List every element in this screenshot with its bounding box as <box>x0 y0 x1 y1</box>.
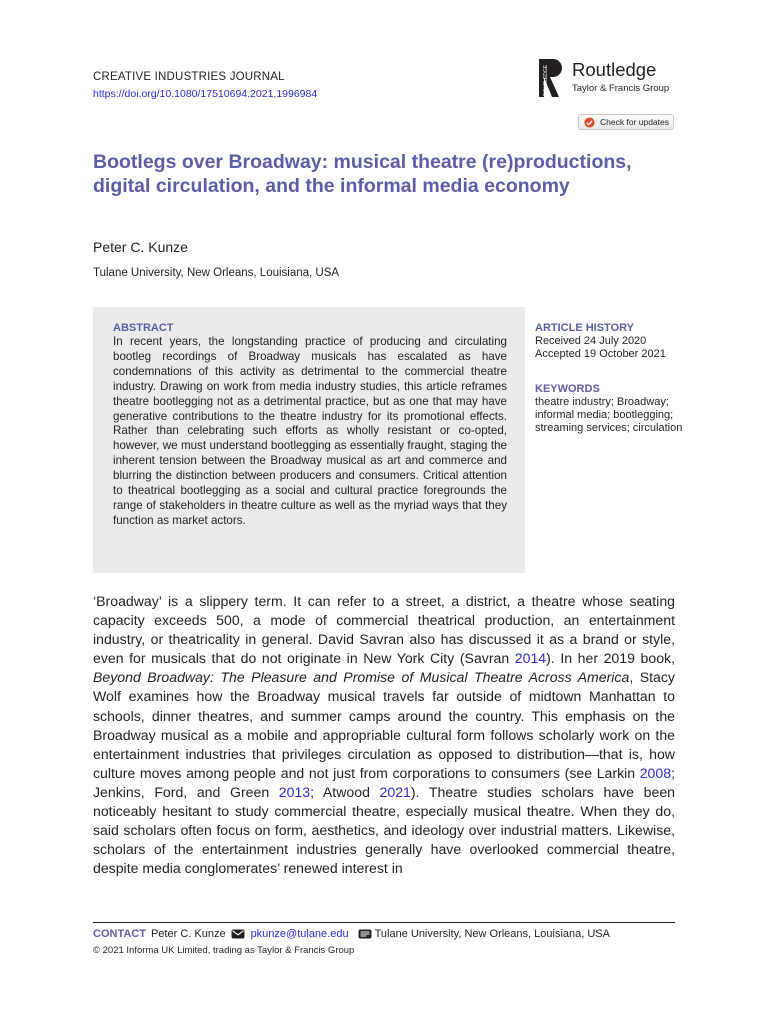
article-history-heading: ARTICLE HISTORY <box>535 322 635 334</box>
abstract-box <box>93 307 525 573</box>
copyright-notice: © 2021 Informa UK Limited, trading as Taylor & Francis Group <box>93 945 355 956</box>
routledge-logo-icon <box>536 58 566 98</box>
received-date: Received 24 July 2020 <box>535 335 647 347</box>
publisher-logo <box>536 58 686 98</box>
journal-name: CREATIVE INDUSTRIES JOURNAL <box>93 71 285 83</box>
author-name: Peter C. Kunze <box>93 239 188 255</box>
address-icon <box>358 929 372 939</box>
contact-affiliation: Tulane University, New Orleans, Louisiana, USA <box>374 928 610 940</box>
book-title: Beyond Broadway: The Pleasure and Promise of Musical Theatre Across America <box>93 669 630 686</box>
publisher-name: Routledge <box>572 59 657 80</box>
accepted-date: Accepted 19 October 2021 <box>535 348 666 360</box>
article-history <box>535 322 685 361</box>
doi-link[interactable]: https://doi.org/10.1080/17510694.2021.1996984 <box>93 88 318 100</box>
contact-label: CONTACT <box>93 928 146 940</box>
abstract-heading: ABSTRACT <box>113 322 174 334</box>
check-for-updates-label: Check for updates <box>600 117 669 127</box>
citation-link[interactable]: 2008 <box>639 764 672 781</box>
abstract-text: In recent years, the longstanding practice of producing and circulating bootleg recordings of Broadway musicals has escalated as have condemnations of this activity as detrimental to the commercial theatre industry. Drawing on work from media industry studies, this article reframes theatre bootlegging not as a detrimental practice, but as one that may have generative contributions to the theatre industry for its promotional effects. Rather than celebrating such efforts as wholly resistant or co-opted, however, we must understand bootlegging as essentially fraught, staging the inherent tension between the Broadway musical as art and commerce and blurring the distinction between producers and consumers. Critical attention to theatrical bootlegging as a social and cultural practice foregrounds the range of stakeholders in theatre culture as well as the myriad ways that they function as market actors. <box>113 335 507 527</box>
article-title: Bootlegs over Broadway: musical theatre (re)productions, digital circulation, and the informal media economy <box>93 151 632 197</box>
contact-name: Peter C. Kunze <box>150 928 226 940</box>
body-paragraph: ‘Broadway’ is a slippery term. It can refer to a street, a district, a theatre whose seating capacity exceeds 500, a mode of commercial theatrical production, an entertainment industry, or theatricality in general. David Savran also has discussed it as a brand or style, even for musicals that do not originate in New York City (Savran 2014). In her 2019 book, Beyond Broadway: The Pleasure and Promise of Musical Theatre Across America, Stacy Wolf examines how the Broadway musical travels far outside of midtown Manhattan to schools, dinner theatres, and summer camps around the country. This emphasis on the Broadway musical as a mobile and appropriable cultural form follows scholarly work on the entertainment industries that privileges circulation as opposed to distribution—that is, how culture moves among people and not just from corporations to consumers (see Larkin 2008; Jenkins, Ford, and Green 2013; Atwood 2021). Theatre studies scholars have been noticeably hesitant to study commercial theatre, especially musical theatre. When they do, said scholars often focus on form, aesthetics, and ideology over industrial matters. Likewise, scholars of the entertainment industries generally have overlooked commercial theatre, despite media conglomerates’ renewed interest in <box>93 593 675 877</box>
footer-divider <box>93 922 675 923</box>
author-affiliation: Tulane University, New Orleans, Louisiana, USA <box>93 267 340 279</box>
keywords-heading: KEYWORDS <box>535 383 600 395</box>
check-for-updates-button[interactable] <box>578 114 674 130</box>
refresh-icon <box>584 117 595 128</box>
citation-link[interactable]: 2021 <box>379 783 411 800</box>
keywords-list: theatre industry; Broadway; informal media; bootlegging; streaming services; circulation <box>535 396 683 434</box>
citation-link[interactable]: 2013 <box>278 783 311 800</box>
contact-line <box>93 928 610 940</box>
contact-email[interactable]: pkunze@tulane.edu <box>250 928 349 940</box>
svg-text:ROUTLEDGE: ROUTLEDGE <box>543 64 549 96</box>
keywords <box>535 383 685 435</box>
body-text <box>93 592 675 878</box>
publisher-subtitle: Taylor & Francis Group <box>572 83 670 94</box>
citation-link[interactable]: 2014 <box>514 650 547 667</box>
email-icon <box>231 929 245 939</box>
